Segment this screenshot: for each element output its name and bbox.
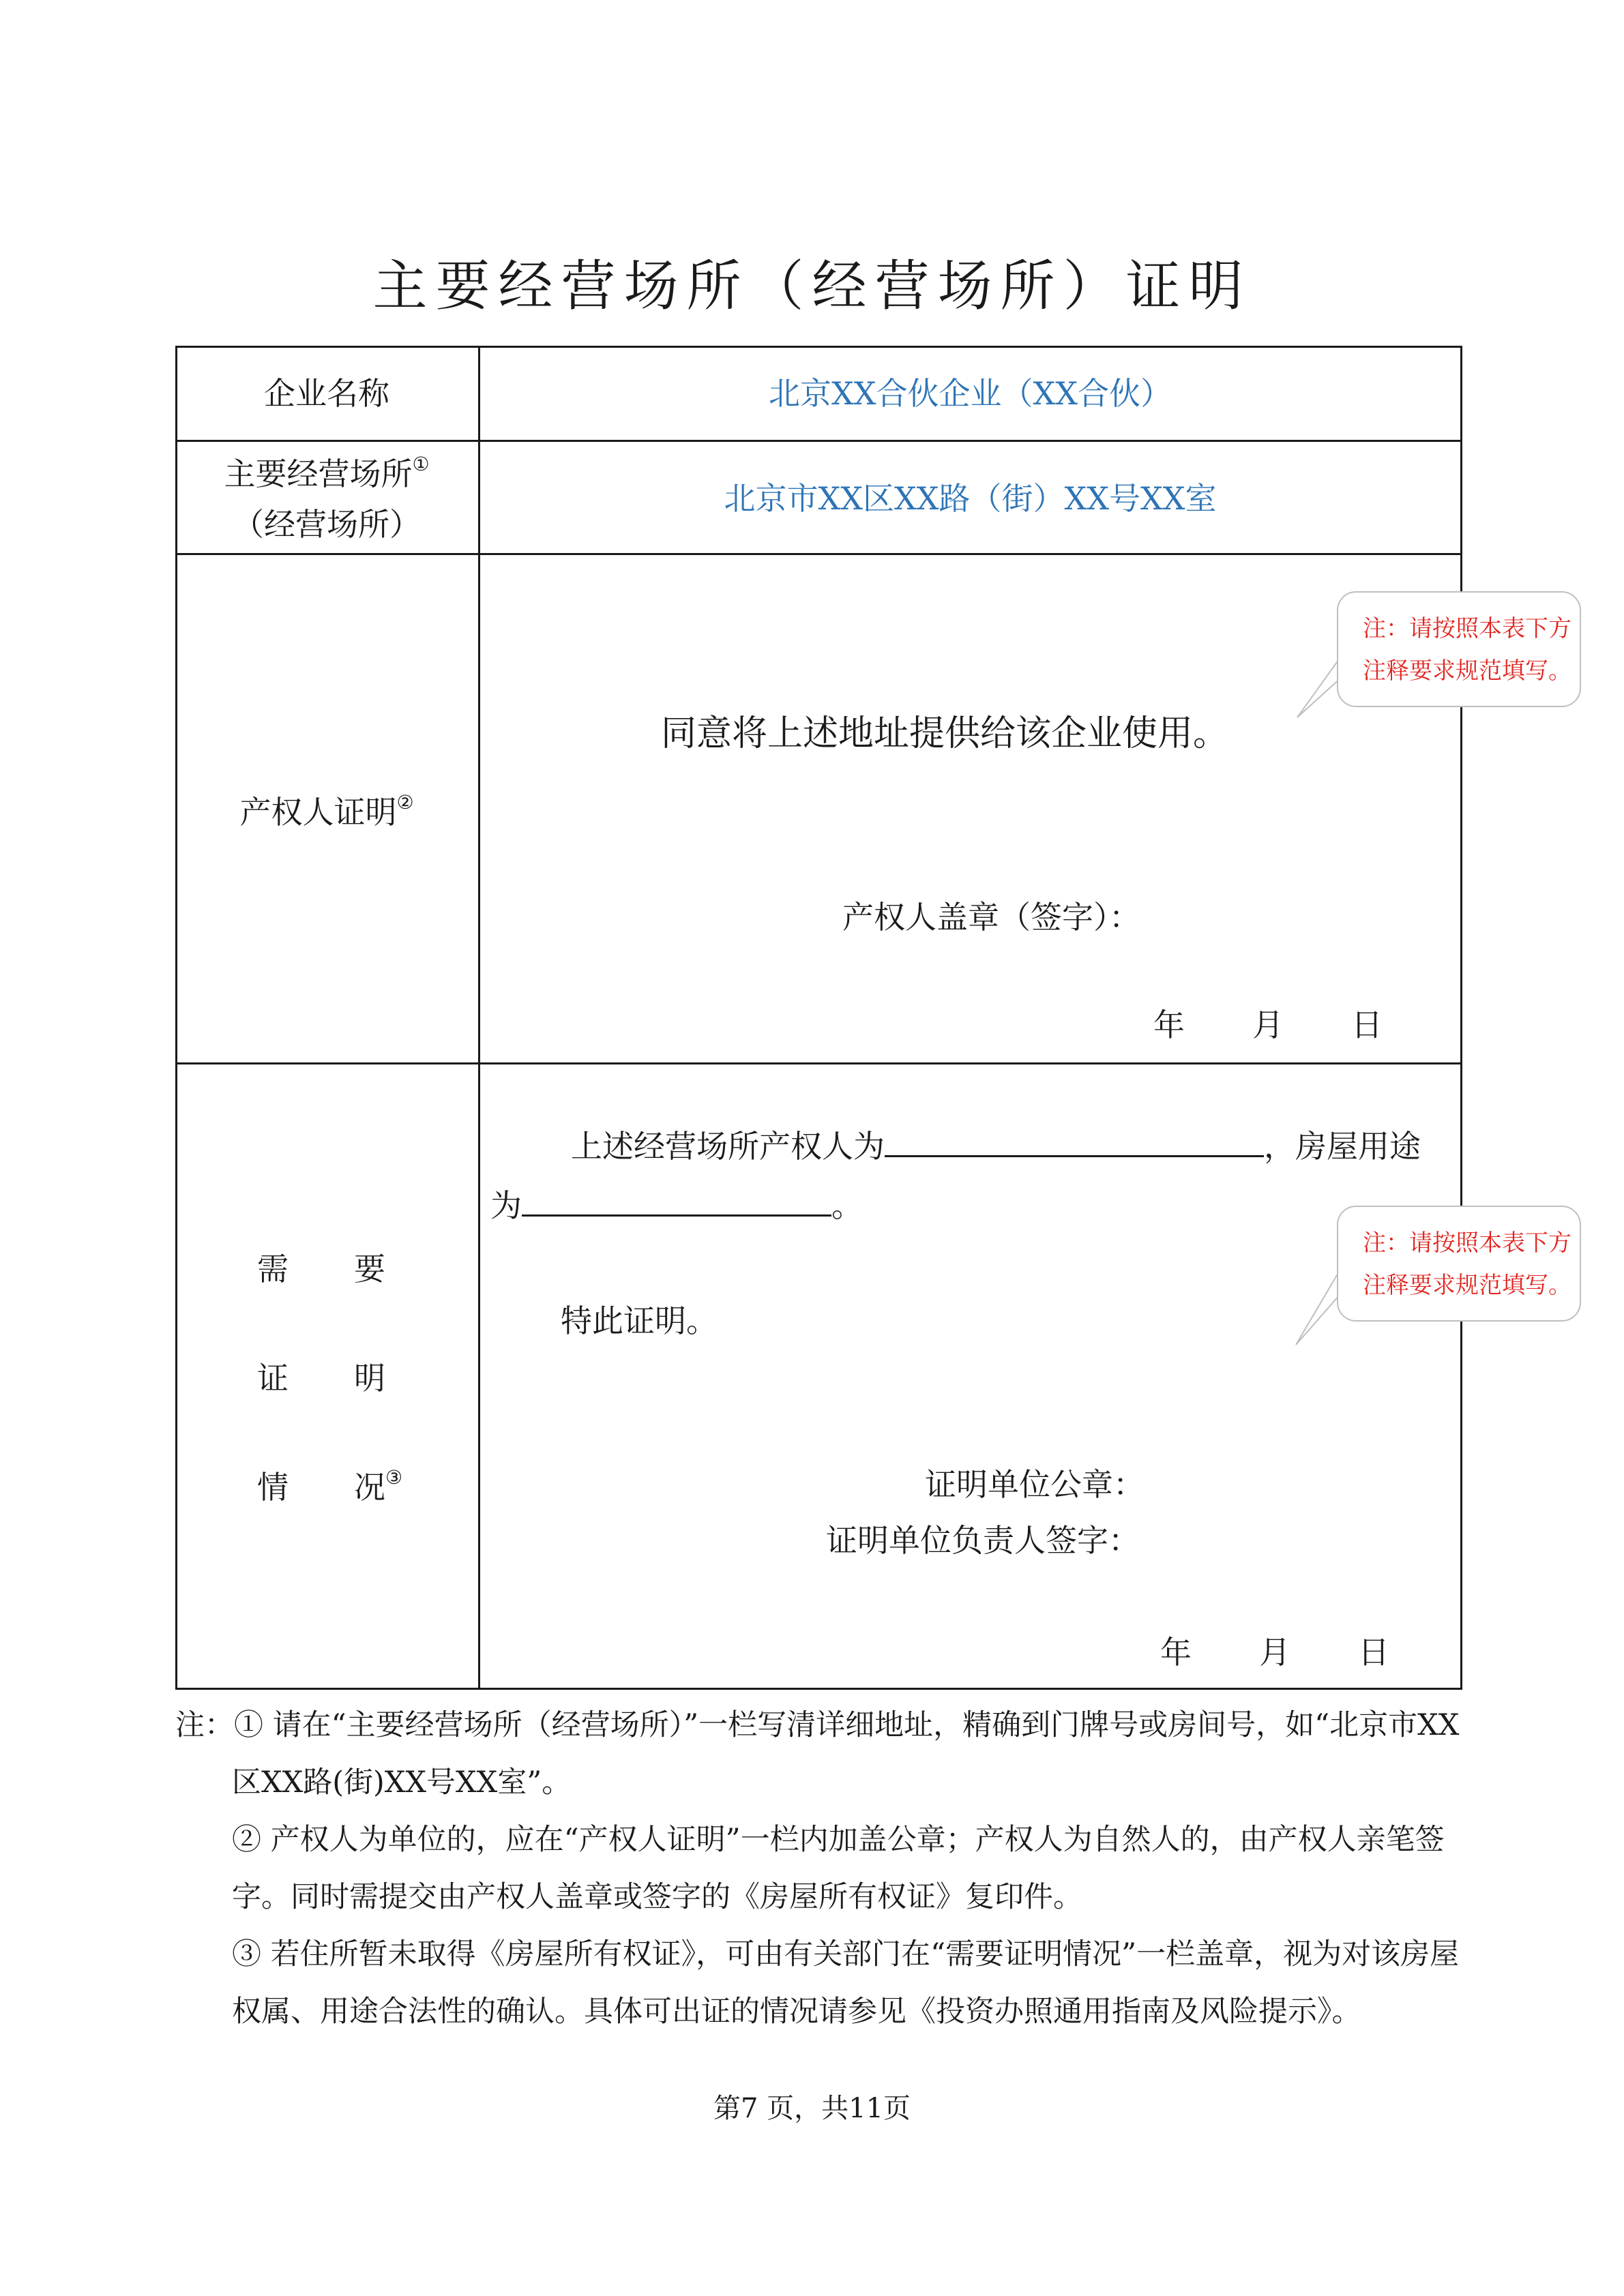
note-3-line-2: 权属、用途合法性的确认。具体可出证的情况请参见《投资办照通用指南及风险提示》。: [232, 1995, 1361, 2029]
address-value[interactable]: 北京市XX区XX路（街）XX号XX室: [724, 480, 1217, 517]
owner-name-blank[interactable]: [885, 1122, 1264, 1157]
need-label-char: 要: [354, 1251, 385, 1287]
note-marker-2: ②: [396, 791, 414, 814]
page-number: 第7 页，共11页: [713, 2093, 911, 2124]
unit-seal-label: 证明单位公章：: [925, 1466, 1145, 1503]
use-is-text: 为: [490, 1187, 522, 1224]
address-label-line1: 主要经营场所: [224, 456, 413, 492]
callout-note: [1337, 591, 1581, 707]
owner-cert-label: [175, 792, 478, 833]
owner-date-day: 日: [1351, 1007, 1383, 1043]
address-label: [175, 453, 478, 494]
unit-sign-label: 证明单位负责人签字：: [826, 1522, 1140, 1559]
note-2-line-1: ② 产权人为单位的，应在“产权人证明”一栏内加盖公章；产权人为自然人的，由产权人亲笔签: [232, 1823, 1445, 1857]
company-name-label: 企业名称: [264, 375, 389, 412]
callout-line: 注释要求规范填写。: [1363, 657, 1571, 685]
page-title: 主要经营场所（经营场所）证明: [372, 254, 1252, 318]
row-divider: [175, 553, 1462, 555]
need-label-char: 情: [257, 1469, 289, 1506]
usage-line-2: [490, 1182, 863, 1226]
table-border-left: [175, 346, 177, 1690]
need-date-day: 日: [1358, 1634, 1389, 1671]
need-label-char: 明: [354, 1360, 385, 1397]
house-use-blank[interactable]: [522, 1182, 831, 1217]
owner-date-month: 月: [1252, 1007, 1284, 1043]
owner-cert-label-text: 产权人证明: [239, 794, 397, 831]
table-border-bottom: [175, 1688, 1462, 1690]
callout-line: 注释要求规范填写。: [1363, 1272, 1571, 1299]
note-marker-3: ③: [385, 1466, 403, 1489]
callout-line: 注：请按照本表下方: [1363, 1229, 1571, 1257]
note-1-line-1: 注：① 请在“主要经营场所（经营场所）”一栏写清详细地址，精确到门牌号或房间号，如“北京市XX: [175, 1708, 1460, 1742]
consent-statement: 同意将上述地址提供给该企业使用。: [661, 713, 1229, 754]
note-1-line-2: 区XX路(街)XX号XX室”。: [232, 1765, 572, 1800]
address-label-line2: （经营场所）: [233, 506, 421, 543]
callout-note: [1337, 1206, 1581, 1322]
note-2-line-2: 字。同时需提交由产权人盖章或签字的《房屋所有权证》复印件。: [232, 1880, 1082, 1914]
usage-line-1: [571, 1122, 1421, 1167]
special-certification: 特此证明。: [561, 1302, 718, 1339]
row-divider: [175, 440, 1462, 442]
need-label-char: 需: [257, 1251, 289, 1287]
need-label-char: 证: [257, 1360, 289, 1397]
column-divider: [478, 346, 480, 1690]
need-label-char: [354, 1467, 402, 1508]
table-border-right: [1460, 346, 1462, 1690]
note-3-line-1: ③ 若住所暂未取得《房屋所有权证》，可由有关部门在“需要证明情况”一栏盖章，视为对该房屋: [232, 1937, 1460, 1971]
company-name-value[interactable]: 北京XX合伙企业（XX合伙）: [769, 375, 1172, 412]
row-divider: [175, 1062, 1462, 1064]
period-text: 。: [831, 1187, 863, 1224]
need-date-year: 年: [1160, 1634, 1192, 1671]
certificate-form: [175, 346, 1462, 1690]
house-use-text: ，房屋用途: [1264, 1128, 1421, 1165]
note-marker-1: ①: [412, 453, 430, 475]
callout-line: 注：请按照本表下方: [1363, 615, 1571, 642]
owner-seal-label: 产权人盖章（签字）：: [842, 899, 1140, 936]
owner-is-text: 上述经营场所产权人为: [571, 1128, 885, 1165]
table-border-top: [175, 346, 1462, 348]
owner-date-year: 年: [1153, 1007, 1185, 1043]
need-date-month: 月: [1259, 1634, 1290, 1671]
need-label-char-text: 况: [354, 1469, 385, 1506]
